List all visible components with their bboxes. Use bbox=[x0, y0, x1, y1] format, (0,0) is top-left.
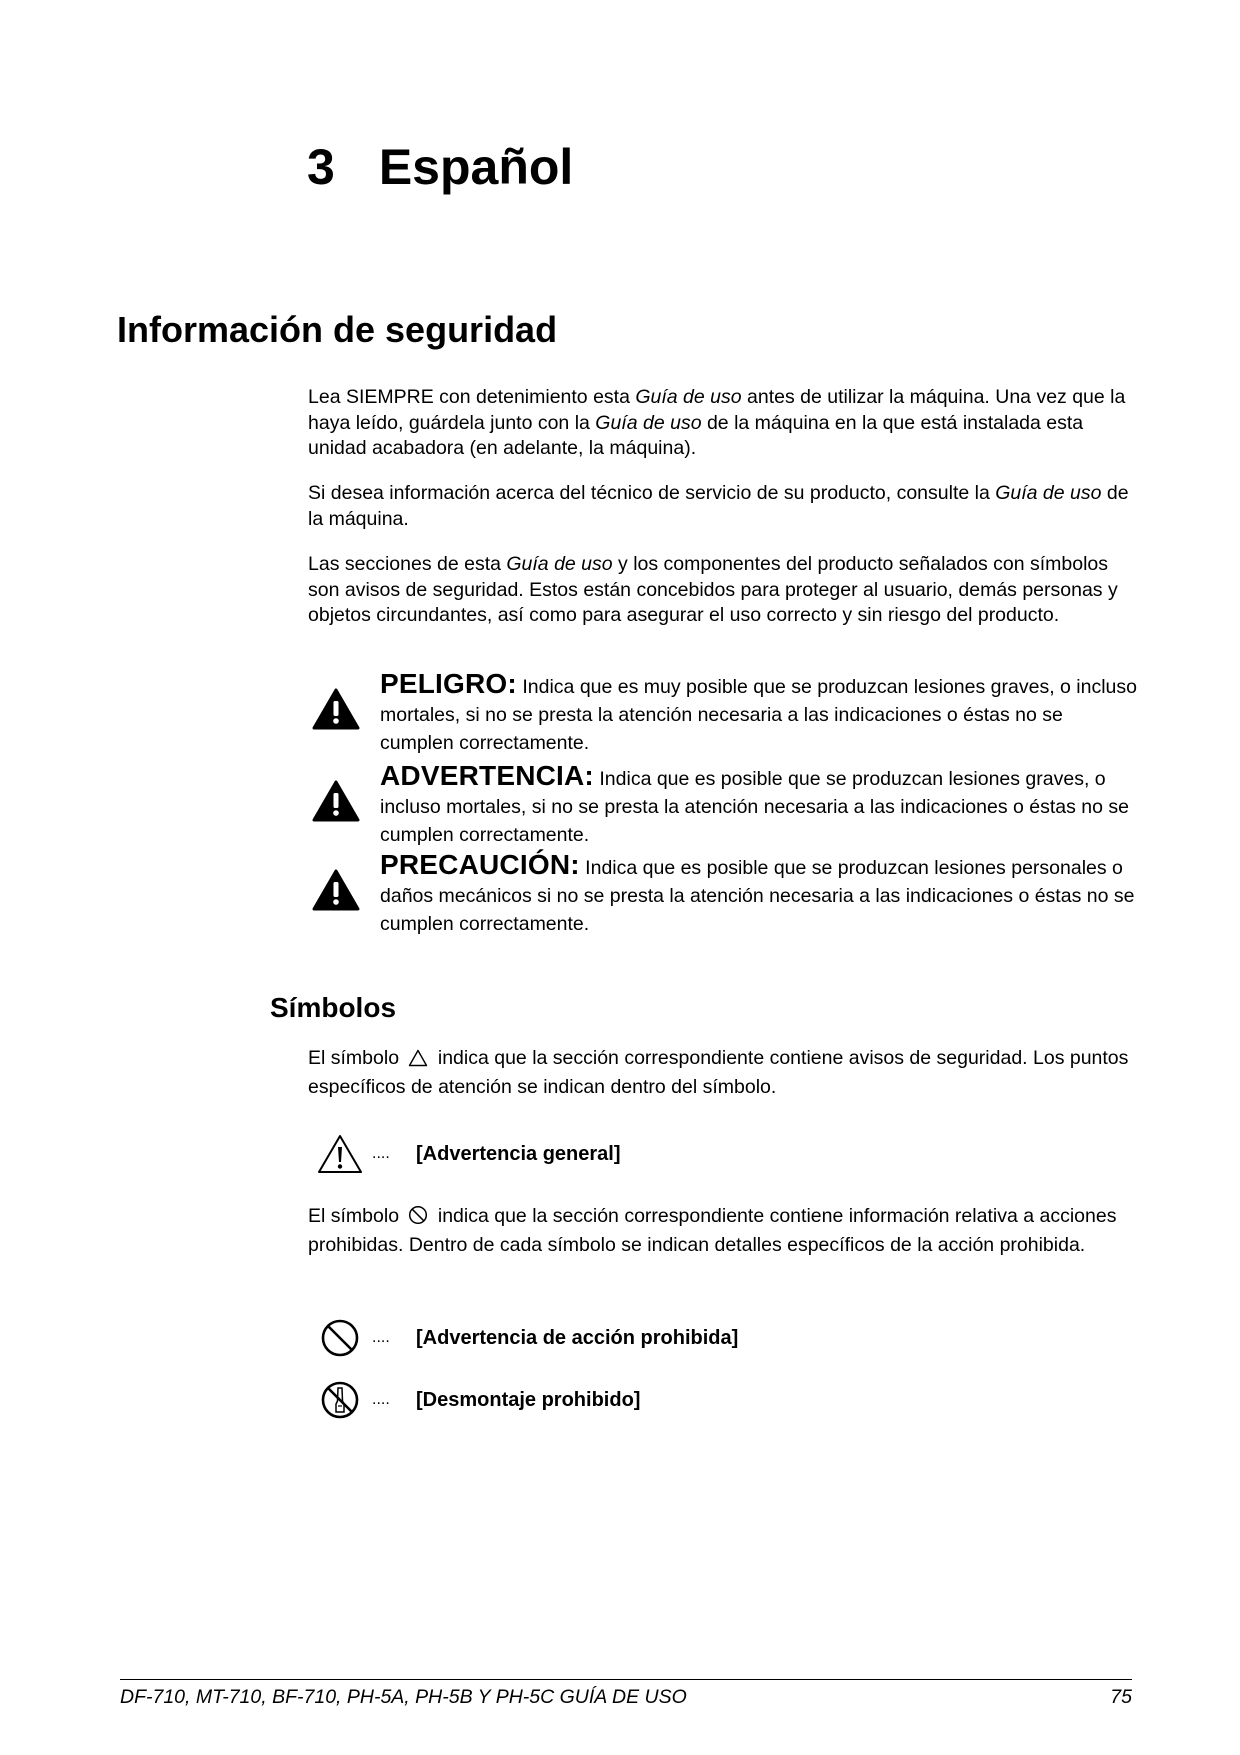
section-title: Información de seguridad bbox=[117, 309, 558, 350]
footer-rule bbox=[120, 1679, 1132, 1680]
safety-notice-paragraph bbox=[308, 552, 1138, 629]
outline-prohibition-icon bbox=[408, 1205, 428, 1233]
text-run: antes de utilizar la máquina. Una vez que la haya leído, guárdela junto con la bbox=[308, 386, 1126, 434]
advertencia-warning bbox=[308, 762, 1138, 849]
text-run: indica que la sección correspondiente contiene avisos de seguridad. Los puntos específicos de atención se indican dentro del símbolo. bbox=[308, 1047, 1129, 1098]
warning-text bbox=[380, 851, 1138, 938]
general-warning-icon bbox=[308, 1134, 372, 1174]
chapter-title: Español bbox=[378, 139, 574, 195]
symbol-label: [Desmontaje prohibido] bbox=[416, 1388, 641, 1411]
text-run: Si desea información acerca del técnico de servicio de su producto, consulte la bbox=[308, 482, 996, 504]
chapter-number: 3 bbox=[307, 139, 335, 195]
warning-description: Indica que es posible que se produzcan lesiones graves, o incluso mortales, si no se presta la atención necesaria a las indicaciones o éstas no se cumplen correctamente. bbox=[380, 768, 1129, 846]
leader-dots: .... bbox=[372, 1391, 390, 1408]
warning-description: Indica que es muy posible que se produzcan lesiones graves, o incluso mortales, si no se presta la atención necesaria a las indicaciones o éstas no se cumplen correctamente. bbox=[380, 676, 1137, 754]
symbol-item bbox=[308, 1314, 738, 1362]
text-run: y los componentes del producto señalados con símbolos son avisos de seguridad. Estos están concebidos para proteger al usuario, demás personas y objetos circundantes, así como para asegurar el uso correcto y sin riesgo del producto. bbox=[308, 553, 1118, 626]
symbol-item bbox=[308, 1130, 621, 1178]
text-run: Las secciones de esta bbox=[308, 553, 507, 575]
leader-dots: .... bbox=[372, 1145, 390, 1162]
symbols-title: Símbolos bbox=[270, 992, 397, 1023]
guide-title-italic: Guía de uso bbox=[995, 482, 1102, 504]
warning-heading: ADVERTENCIA: bbox=[380, 760, 594, 791]
warning-triangle-icon bbox=[308, 762, 380, 849]
caution-triangle-icon bbox=[308, 851, 380, 938]
text-run: de la máquina. bbox=[308, 482, 1129, 530]
leader-dots: .... bbox=[372, 1329, 390, 1346]
symbols-prohibition-paragraph bbox=[308, 1204, 1138, 1258]
intro-paragraph bbox=[308, 385, 1138, 462]
text-run: Lea SIEMPRE con detenimiento esta bbox=[308, 386, 636, 408]
prohibited-action-icon bbox=[308, 1318, 372, 1358]
guide-title-italic: Guía de uso bbox=[506, 553, 613, 575]
outline-triangle-icon bbox=[408, 1049, 428, 1075]
text-run: de la máquina en la que está instalada esta unidad acabadora (en adelante, la máquina). bbox=[308, 411, 1084, 459]
guide-title-italic: Guía de uso bbox=[595, 411, 702, 434]
warning-heading: PRECAUCIÓN: bbox=[380, 849, 580, 880]
warning-description: Indica que es posible que se produzcan lesiones personales o daños mecánicos si no se presta la atención necesaria a las indicaciones o éstas no se cumplen correctamente. bbox=[380, 857, 1135, 935]
warning-text bbox=[380, 670, 1138, 757]
symbols-triangle-paragraph bbox=[308, 1046, 1138, 1100]
danger-warning bbox=[308, 670, 1138, 757]
danger-triangle-icon bbox=[308, 670, 380, 757]
text-run: El símbolo bbox=[308, 1047, 405, 1069]
service-paragraph bbox=[308, 481, 1138, 532]
text-run: El símbolo bbox=[308, 1205, 405, 1227]
guide-title-italic: Guía de uso bbox=[635, 386, 742, 408]
symbol-label: [Advertencia general] bbox=[416, 1142, 621, 1165]
precaucion-warning bbox=[308, 851, 1138, 938]
chapter-heading bbox=[307, 132, 573, 202]
symbol-item bbox=[308, 1376, 640, 1424]
text-run: indica que la sección correspondiente contiene información relativa a acciones prohibidas. Dentro de cada símbolo se indican detalles específicos de la acción prohibida. bbox=[308, 1205, 1117, 1256]
symbol-label: [Advertencia de acción prohibida] bbox=[416, 1326, 739, 1349]
disassembly-prohibited-icon bbox=[308, 1380, 372, 1420]
page-number: 75 bbox=[1110, 1686, 1132, 1708]
footer-product-title: DF-710, MT-710, BF-710, PH-5A, PH-5B Y PH-5C GUÍA DE USO bbox=[120, 1686, 687, 1708]
warning-heading: PELIGRO: bbox=[380, 668, 517, 699]
warning-text bbox=[380, 762, 1138, 849]
